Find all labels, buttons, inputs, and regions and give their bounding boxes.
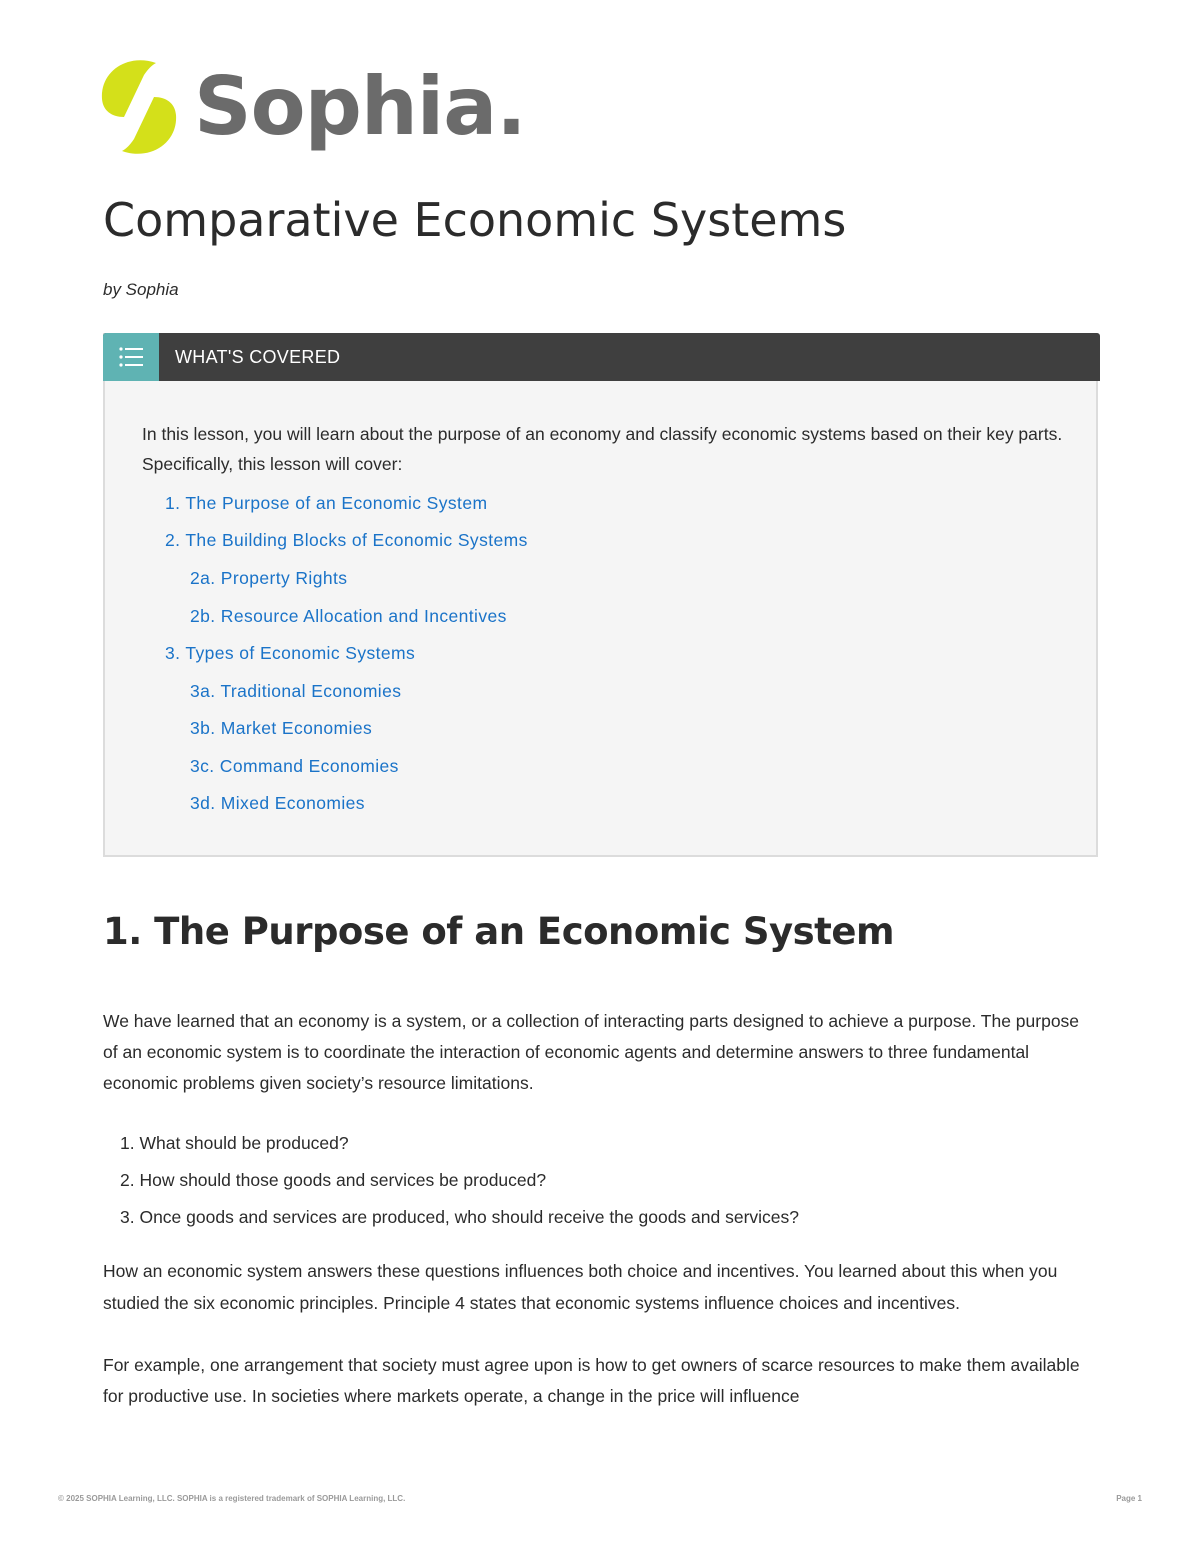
whats-covered-intro: In this lesson, you will learn about the purpose of an economy and classify economic systems based on their key parts. Specifically, this lesson will cover: xyxy=(142,424,1063,474)
whats-covered-label: WHAT'S COVERED xyxy=(175,346,341,367)
section-paragraph-3: For example, one arrangement that society must agree upon is how to get owners of scarce resources to make them available for productive use. In societies where markets operate, a change in the price will influence xyxy=(103,1355,1080,1406)
toc-link-3c[interactable]: 3c. Command Economies xyxy=(190,756,399,776)
whats-covered-box xyxy=(103,333,1098,857)
section-paragraph-1: We have learned that an economy is a system, or a collection of interacting parts designed to achieve a purpose. The purpose of an economic system is to coordinate the interaction of economic agents and determine answers to three fundamental economic problems given society’s resource limitations. xyxy=(103,1011,1080,1093)
page-title: Comparative Economic Systems xyxy=(103,193,847,247)
section-paragraph-2: How an economic system answers these questions influences both choice and incentives. You learned about this when you studied the six economic principles. Principle 4 states that economic systems influence choices and incentives. xyxy=(103,1261,1058,1313)
toc-link-1[interactable]: 1. The Purpose of an Economic System xyxy=(165,493,488,513)
byline: by Sophia xyxy=(103,280,179,299)
logo-period: . xyxy=(496,60,526,153)
toc-link-3[interactable]: 3. Types of Economic Systems xyxy=(165,643,416,663)
question-item-1: 1. What should be produced? xyxy=(120,1133,349,1153)
toc-link-2b[interactable]: 2b. Resource Allocation and Incentives xyxy=(190,606,507,626)
questions-list xyxy=(120,1125,799,1236)
question-item-3: 3. Once goods and services are produced, who should receive the goods and services? xyxy=(120,1207,800,1227)
toc-link-2[interactable]: 2. The Building Blocks of Economic Systems xyxy=(165,530,528,550)
footer-page-number: Page 1 xyxy=(1116,1494,1142,1503)
footer-copyright: © 2025 SOPHIA Learning, LLC. SOPHIA is a registered trademark of SOPHIA Learning, LLC. xyxy=(58,1494,406,1503)
question-item-2: 2. How should those goods and services be produced? xyxy=(120,1170,547,1190)
sophia-logo-mark-icon xyxy=(100,55,178,159)
section-heading: 1. The Purpose of an Economic System xyxy=(103,910,894,953)
whats-covered-header xyxy=(103,333,1100,381)
toc-link-3a[interactable]: 3a. Traditional Economies xyxy=(190,681,402,701)
toc-link-3b[interactable]: 3b. Market Economies xyxy=(190,718,373,738)
sophia-logo xyxy=(100,52,526,162)
list-icon xyxy=(103,333,159,381)
toc-link-2a[interactable]: 2a. Property Rights xyxy=(190,568,348,588)
toc-link-3d[interactable]: 3d. Mixed Economies xyxy=(190,793,365,813)
sophia-logo-text: Sophia xyxy=(194,60,497,153)
